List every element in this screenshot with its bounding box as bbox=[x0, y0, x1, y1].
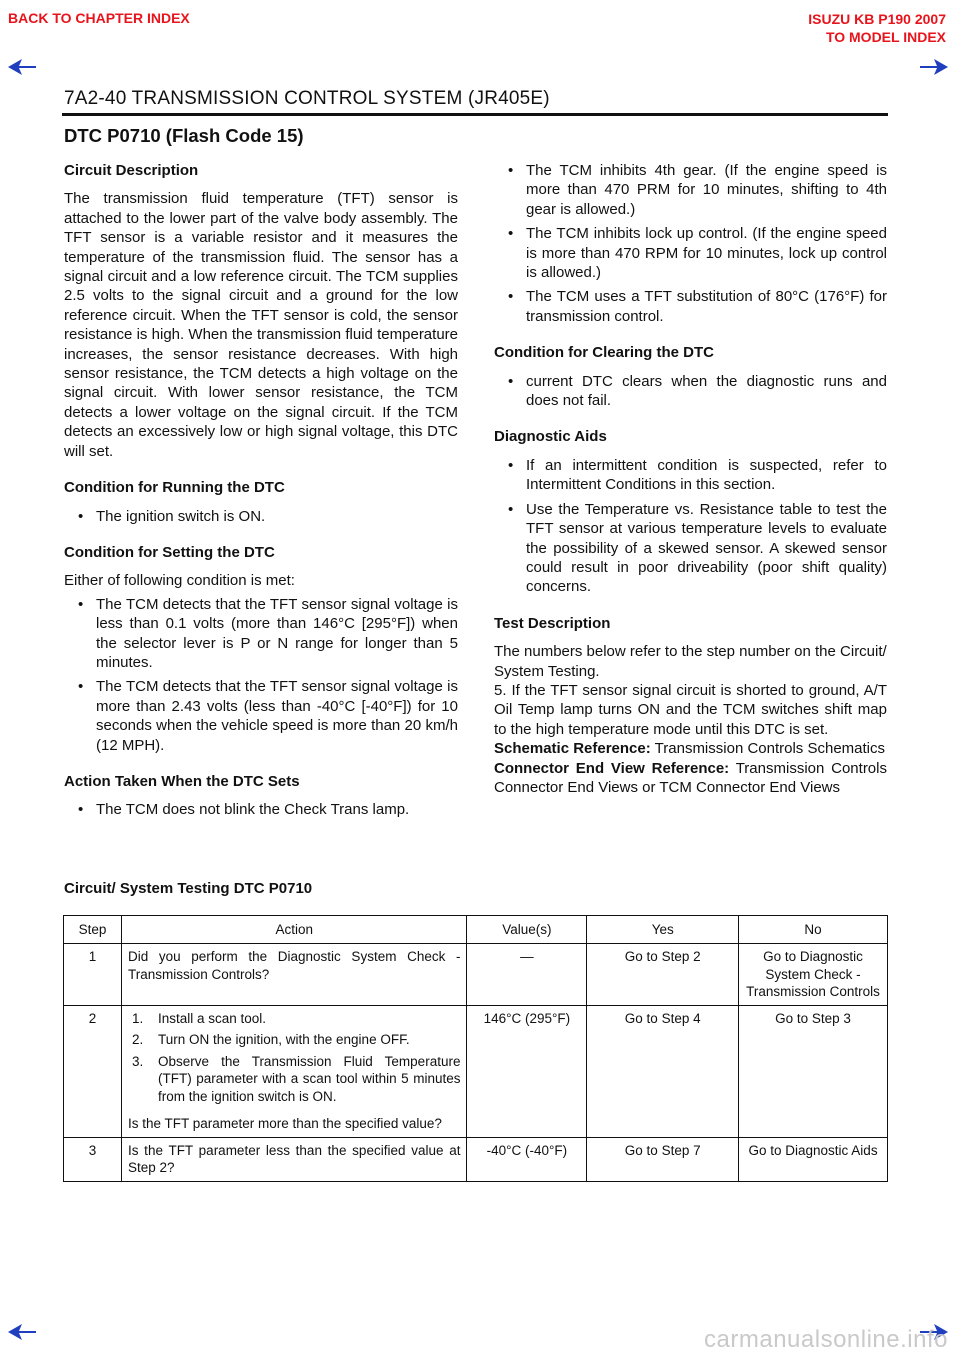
circuit-description-text: The transmission fluid temperature (TFT) sensor is attached to the lower part of the valve body assembly. The TFT sensor is a variable resistor and it measures the temperature of the transmission fluid. The sensor has a signal circuit and a low reference circuit. The TCM supplies 2.5 volts to the signal circuit and a ground for the low reference circuit. When the TFT sensor is cold, the sensor resistance is high. When the transmission fluid temperature increases, the sensor resistance decreases. With high sensor resistance, the TCM detects a high voltage on the signal circuit. With lower sensor resistance, the TCM detects a lower voltage on the signal circuit. If the TCM detects an excessively low or high signal voltage, this DTC will set. bbox=[64, 190, 458, 460]
action-taken-item: • The TCM uses a TFT substitution of 80°C (176°F) for transmission control. bbox=[494, 287, 887, 326]
step-number: 2 bbox=[64, 1005, 122, 1137]
clearing-condition-heading: Condition for Clearing the DTC bbox=[494, 344, 714, 362]
running-condition-item: • The ignition switch is ON. bbox=[64, 507, 458, 526]
model-index-link[interactable] bbox=[808, 10, 946, 46]
action-taken-item: • The TCM inhibits 4th gear. (If the engine speed is more than 470 PRM for 10 minutes, shifting to 4th gear is allowed.) bbox=[494, 161, 887, 219]
step-yes-result[interactable]: Go to Step 7 bbox=[587, 1137, 739, 1181]
clearing-condition-item: • current DTC clears when the diagnostic runs and does not fail. bbox=[494, 372, 887, 411]
table-row bbox=[64, 1005, 888, 1137]
column-header-step: Step bbox=[64, 916, 122, 944]
step-action: Did you perform the Diagnostic System Check - Transmission Controls? bbox=[121, 944, 467, 1006]
step-number: 3 bbox=[64, 1137, 122, 1181]
header-divider bbox=[62, 113, 888, 116]
table-row bbox=[64, 1137, 888, 1181]
page-header: 7A2-40 TRANSMISSION CONTROL SYSTEM (JR405E) bbox=[64, 88, 550, 109]
step-action: Is the TFT parameter less than the specified value at Step 2? bbox=[121, 1137, 467, 1181]
step-action bbox=[121, 1005, 467, 1137]
connector-reference-value[interactable]: Transmission Controls Connector End Views or TCM Connector End Views bbox=[494, 759, 887, 796]
setting-condition-item: • The TCM detects that the TFT sensor signal voltage is less than 0.1 volts (more than 146°C [295°F]) when the selector lever is P or N range for longer than 5 minutes. bbox=[64, 595, 458, 673]
step-value: 146°C (295°F) bbox=[467, 1005, 587, 1137]
table-caption: Circuit/ System Testing DTC P0710 bbox=[64, 880, 313, 897]
step-instructions bbox=[128, 1010, 461, 1106]
action-taken-item: • The TCM does not blink the Check Trans lamp. bbox=[64, 800, 458, 819]
step-no-result[interactable]: Go to Step 3 bbox=[739, 1005, 888, 1137]
setting-condition-item: • The TCM detects that the TFT sensor signal voltage is more than 2.43 volts (less than -40°C [-40°F]) for 10 seconds when the vehicle speed is more than 20 km/h (12 MPH). bbox=[64, 677, 458, 755]
running-condition-heading: Condition for Running the DTC bbox=[64, 479, 285, 497]
action-taken-item: • The TCM inhibits lock up control. (If the engine speed is more than 470 RPM for 10 minutes, lock up control is allowed.) bbox=[494, 224, 887, 282]
left-column bbox=[64, 161, 458, 825]
next-page-arrow-icon[interactable] bbox=[920, 58, 948, 76]
column-header-no: No bbox=[739, 916, 888, 944]
setting-condition-intro: Either of following condition is met: bbox=[64, 572, 295, 590]
connector-reference-label: Connector End View Reference: bbox=[494, 759, 730, 777]
diagnostic-aids-item: • Use the Temperature vs. Resistance table to test the TFT sensor at various temperature levels to evaluate the possibility of a skewed sensor. A skewed sensor could result in poor driveability (poor shift quality) concerns. bbox=[494, 500, 887, 597]
test-description-heading: Test Description bbox=[494, 614, 611, 632]
schematic-reference-value[interactable]: Transmission Controls Schematics bbox=[654, 740, 886, 758]
step-yes-result[interactable]: Go to Step 4 bbox=[587, 1005, 739, 1137]
diagnostic-aids-heading: Diagnostic Aids bbox=[494, 428, 607, 446]
circuit-description-heading: Circuit Description bbox=[64, 162, 199, 179]
column-header-values: Value(s) bbox=[467, 916, 587, 944]
test-description-intro: The numbers below refer to the step number on the Circuit/ System Testing. bbox=[494, 643, 887, 680]
previous-page-arrow-icon[interactable] bbox=[8, 1323, 36, 1341]
step-no-result[interactable]: Go to Diagnostic Aids bbox=[739, 1137, 888, 1181]
back-to-chapter-index-link[interactable]: BACK TO CHAPTER INDEX bbox=[8, 10, 190, 26]
step-value: — bbox=[467, 944, 587, 1006]
connector-reference bbox=[494, 759, 887, 798]
test-description-step5: 5. If the TFT sensor signal circuit is shorted to ground, A/T Oil Temp lamp turns ON and the TCM switches shift map to the high temperature mode until this DTC is set. bbox=[494, 681, 887, 738]
previous-page-arrow-icon[interactable] bbox=[8, 58, 36, 76]
schematic-reference bbox=[494, 739, 887, 758]
watermark: carmanualsonline.info bbox=[704, 1326, 948, 1353]
instruction-item: 2. Turn ON the ignition, with the engine OFF. bbox=[131, 1032, 410, 1047]
circuit-testing-table bbox=[63, 915, 888, 1182]
step-question: Is the TFT parameter more than the specified value? bbox=[127, 1116, 442, 1131]
column-header-action: Action bbox=[121, 916, 467, 944]
step-number: 1 bbox=[64, 944, 122, 1006]
column-header-yes: Yes bbox=[587, 916, 739, 944]
instruction-item: 3. Observe the Transmission Fluid Temperature (TFT) parameter with a scan tool within 5 minutes from the ignition switch is ON. bbox=[131, 1053, 461, 1104]
instruction-item: 1. Install a scan tool. bbox=[131, 1010, 267, 1026]
step-value: -40°C (-40°F) bbox=[467, 1137, 587, 1181]
setting-condition-heading: Condition for Setting the DTC bbox=[64, 543, 275, 561]
step-no-result[interactable]: Go to Diagnostic System Check - Transmission Controls bbox=[739, 944, 888, 1006]
action-taken-heading: Action Taken When the DTC Sets bbox=[64, 772, 300, 790]
step-yes-result[interactable]: Go to Step 2 bbox=[587, 944, 739, 1006]
page-title: DTC P0710 (Flash Code 15) bbox=[64, 125, 304, 146]
table-row bbox=[64, 944, 888, 1006]
schematic-reference-label: Schematic Reference: bbox=[494, 740, 651, 758]
to-model-index-label[interactable]: TO MODEL INDEX bbox=[825, 29, 946, 45]
table-header-row bbox=[64, 916, 888, 944]
model-name-label: ISUZU KB P190 2007 bbox=[808, 11, 946, 27]
diagnostic-aids-item: • If an intermittent condition is suspected, refer to Intermittent Conditions in this section. bbox=[494, 456, 887, 495]
right-column bbox=[494, 161, 887, 797]
